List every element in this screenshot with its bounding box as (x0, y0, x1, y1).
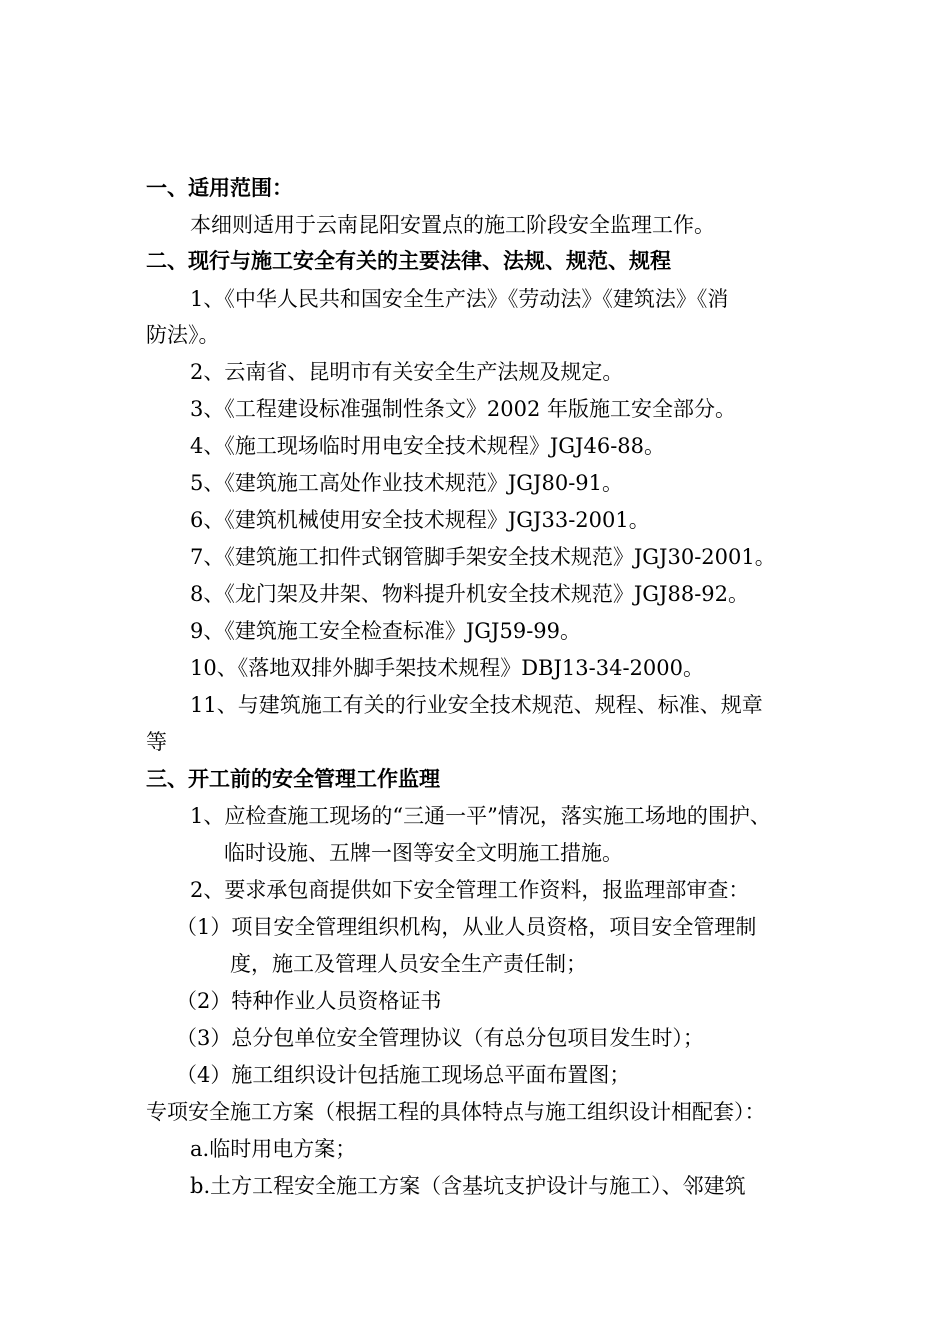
list-item: 9、《建筑施工安全检查标准》JGJ59-99。 (190, 619, 582, 643)
list-item: 4、《施工现场临时用电安全技术规程》JGJ46-88。 (190, 434, 666, 458)
list-item: 11、与建筑施工有关的行业安全技术规范、规程、标准、规章 (190, 693, 763, 717)
list-item: 专项安全施工方案（根据工程的具体特点与施工组织设计相配套）： (146, 1100, 766, 1124)
list-item: a.临时用电方案； (190, 1137, 357, 1161)
paragraph-scope: 本细则适用于云南昆阳安置点的施工阶段安全监理工作。 (190, 213, 715, 237)
list-item: 1、《中华人民共和国安全生产法》《劳动法》《建筑法》《消 (190, 287, 729, 311)
list-item: 临时设施、五牌一图等安全文明施工措施。 (224, 841, 623, 865)
list-item: （3）总分包单位安全管理协议（有总分包项目发生时）； (176, 1026, 704, 1050)
list-item: （4）施工组织设计包括施工现场总平面布置图； (176, 1063, 631, 1087)
list-item: 7、《建筑施工扣件式钢管脚手架安全技术规范》JGJ30-2001。 (190, 545, 776, 569)
list-item: 6、《建筑机械使用安全技术规程》JGJ33-2001。 (190, 508, 650, 532)
list-item: （1）项目安全管理组织机构，从业人员资格，项目安全管理制 (176, 915, 757, 939)
heading-scope: 一、适用范围： (146, 176, 293, 200)
list-item: 2、云南省、昆明市有关安全生产法规及规定。 (190, 360, 624, 384)
list-item: 3、《工程建设标准强制性条文》2002 年版施工安全部分。 (190, 397, 736, 421)
list-item: b.土方工程安全施工方案（含基坑支护设计与施工）、邻建筑 (190, 1174, 746, 1198)
heading-laws: 二、现行与施工安全有关的主要法律、法规、规范、规程 (146, 249, 671, 273)
list-item: 8、《龙门架及井架、物料提升机安全技术规范》JGJ88-92。 (190, 582, 750, 606)
list-item: 防法》。 (146, 323, 220, 347)
heading-pre-construction: 三、开工前的安全管理工作监理 (146, 767, 440, 791)
list-item: 等 (146, 730, 167, 754)
list-item: 5、《建筑施工高处作业技术规范》JGJ80-91。 (190, 471, 624, 495)
list-item: 2、要求承包商提供如下安全管理工作资料，报监理部审查： (190, 878, 750, 902)
list-item: 10、《落地双排外脚手架技术规程》DBJ13-34-2000。 (190, 656, 704, 680)
list-item: （2）特种作业人员资格证书 (176, 989, 442, 1013)
list-item: 1、应检查施工现场的“三通一平”情况，落实施工场地的围护、 (190, 804, 771, 828)
list-item: 度，施工及管理人员安全生产责任制； (230, 952, 587, 976)
